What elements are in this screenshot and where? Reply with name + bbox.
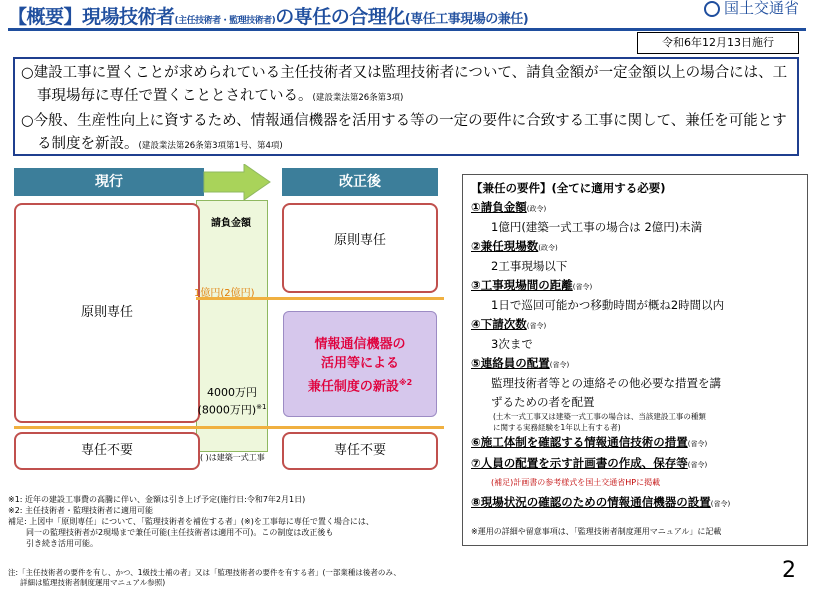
req-2: ②兼任現場数(政令)	[471, 238, 558, 253]
req-5: ⑤連絡員の配置(省令)	[471, 355, 570, 370]
footnote-1: ※1: 近年の建設工事費の高騰に伴い、金額は引き上げ予定(施行日:令和7年2月1日)	[8, 495, 306, 504]
requirements-box	[462, 174, 808, 546]
req-8: ⑧現場状況の確認のための情報通信機器の設置(省令)	[471, 494, 731, 509]
req-1-detail: 1億円(建築一式工事の場合は 2億円)未満	[491, 220, 703, 234]
footnote-2: ※2: 主任技術者・監理技術者に適用可能	[8, 506, 154, 515]
current-header: 現行	[14, 168, 204, 196]
ministry-logo-icon	[704, 1, 720, 17]
req-4-detail: 3次まで	[491, 337, 533, 351]
paren-note: ( )は建築一式工事	[200, 453, 265, 462]
threshold-low-label: 4000万円 (8000万円)$^{※1}$	[197, 386, 267, 417]
page-number: 2	[782, 558, 796, 583]
note-assistant: 注:「主任技術者の要件を有し、かつ、1級技士補の者」又は「監理技術者の要件を有する者」(一部業種は後者のみ、 詳細は監理技術者制度運用マニュアル参照)	[8, 568, 401, 587]
revised-header: 改正後	[282, 168, 438, 196]
title-sub-2: (専任工事現場の兼任)	[404, 12, 529, 27]
footnotes: ※1: 近年の建設工事費の高騰に伴い、金額は引き上げ予定(施行日:令和7年2月1日) ※2: 主任技術者・監理技術者に適用可能 補足: 上図中「原則専任」について、「監理技術者を補佐する者」(※)を工事毎に専任で置く場合には、 同一の監理技術者が2現場まで兼任可能(主任技術者は適用不可)。この制度は改正後も 引き続き活用可能。	[8, 494, 460, 549]
revised-not-required-box: 専任不要	[282, 432, 438, 470]
req-1: ①請負金額(政令)	[471, 199, 547, 214]
summary-point-1: ○建設工事に置くことが求められている主任技術者又は監理技術者について、請負金額が一定金額以上の場合には、工事現場毎に専任で置くこととされている。(建設業法第26条第3項)	[21, 65, 788, 104]
requirements-heading: 【兼任の要件】(全てに適用する必要)	[471, 181, 666, 195]
summary-box	[13, 57, 799, 156]
title-sub: (主任技術者・監理技術者)	[174, 16, 276, 26]
summary-point-2: ○今般、生産性向上に資するため、情報通信機器を活用する等の一定の要件に合致する工事に関して、兼任を可能とする制度を新設。(建設業法第26条第3項第1号、第4項)	[21, 113, 787, 152]
req-7-note: (補足)計画書の参考様式を国土交通省HPに掲載	[491, 478, 661, 487]
title-main: 【概要】現場技術者	[8, 6, 175, 28]
req-6: ⑥施工体制を確認する情報通信技術の措置(省令)	[471, 435, 708, 449]
current-not-required-box: 専任不要	[14, 432, 200, 470]
title-main-2: の専任の合理化	[275, 6, 405, 28]
requirements-footer: ※運用の詳細や留意事項は、「監理技術者制度運用マニュアル」に記載	[471, 527, 722, 536]
req-5-detail-2: ずるための者を配置	[491, 394, 595, 409]
threshold-low-line	[14, 426, 444, 429]
req-4: ④下請次数(省令)	[471, 316, 547, 331]
amount-label: 請負金額	[211, 218, 251, 229]
page-title	[8, 2, 528, 29]
threshold-high-label: 1億円(2億円)	[194, 288, 255, 299]
new-concurrent-system-box: 情報通信機器の 活用等による 兼任制度の新設$^{※2}$	[283, 311, 437, 417]
summary-ref-1: (建設業法第26条第3項)	[312, 93, 404, 103]
req-5-note-2: に関する実務経験を1年以上有する者)	[493, 423, 621, 432]
ministry-name: 国土交通省	[724, 0, 800, 17]
req-5-note: (土木一式工事又は建築一式工事の場合は、当該建設工事の種類	[493, 412, 706, 421]
footnote-3: 補足: 上図中「原則専任」について、「監理技術者を補佐する者」(※)を工事毎に専任で置く場合には、	[8, 517, 374, 526]
ministry-logo	[704, 0, 799, 18]
req-7: ⑦人員の配置を示す計画書の作成、保存等(省令)	[471, 455, 708, 470]
req-2-detail: 2工事現場以下	[491, 259, 568, 273]
effective-date: 令和6年12月13日施行	[637, 32, 799, 54]
current-principle-box: 原則専任	[14, 203, 200, 423]
req-5-detail: 監理技術者等との連絡その他必要な措置を講	[491, 376, 721, 390]
req-3-detail: 1日で巡回可能かつ移動時間が概ね2時間以内	[491, 298, 725, 312]
title-underline	[8, 28, 806, 31]
req-3: ③工事現場間の距離(省令)	[471, 277, 593, 292]
transition-arrow-icon	[200, 164, 272, 200]
revised-principle-box: 原則専任	[282, 203, 438, 293]
summary-ref-2: (建設業法第26条第3項第1号、第4項)	[138, 141, 283, 151]
